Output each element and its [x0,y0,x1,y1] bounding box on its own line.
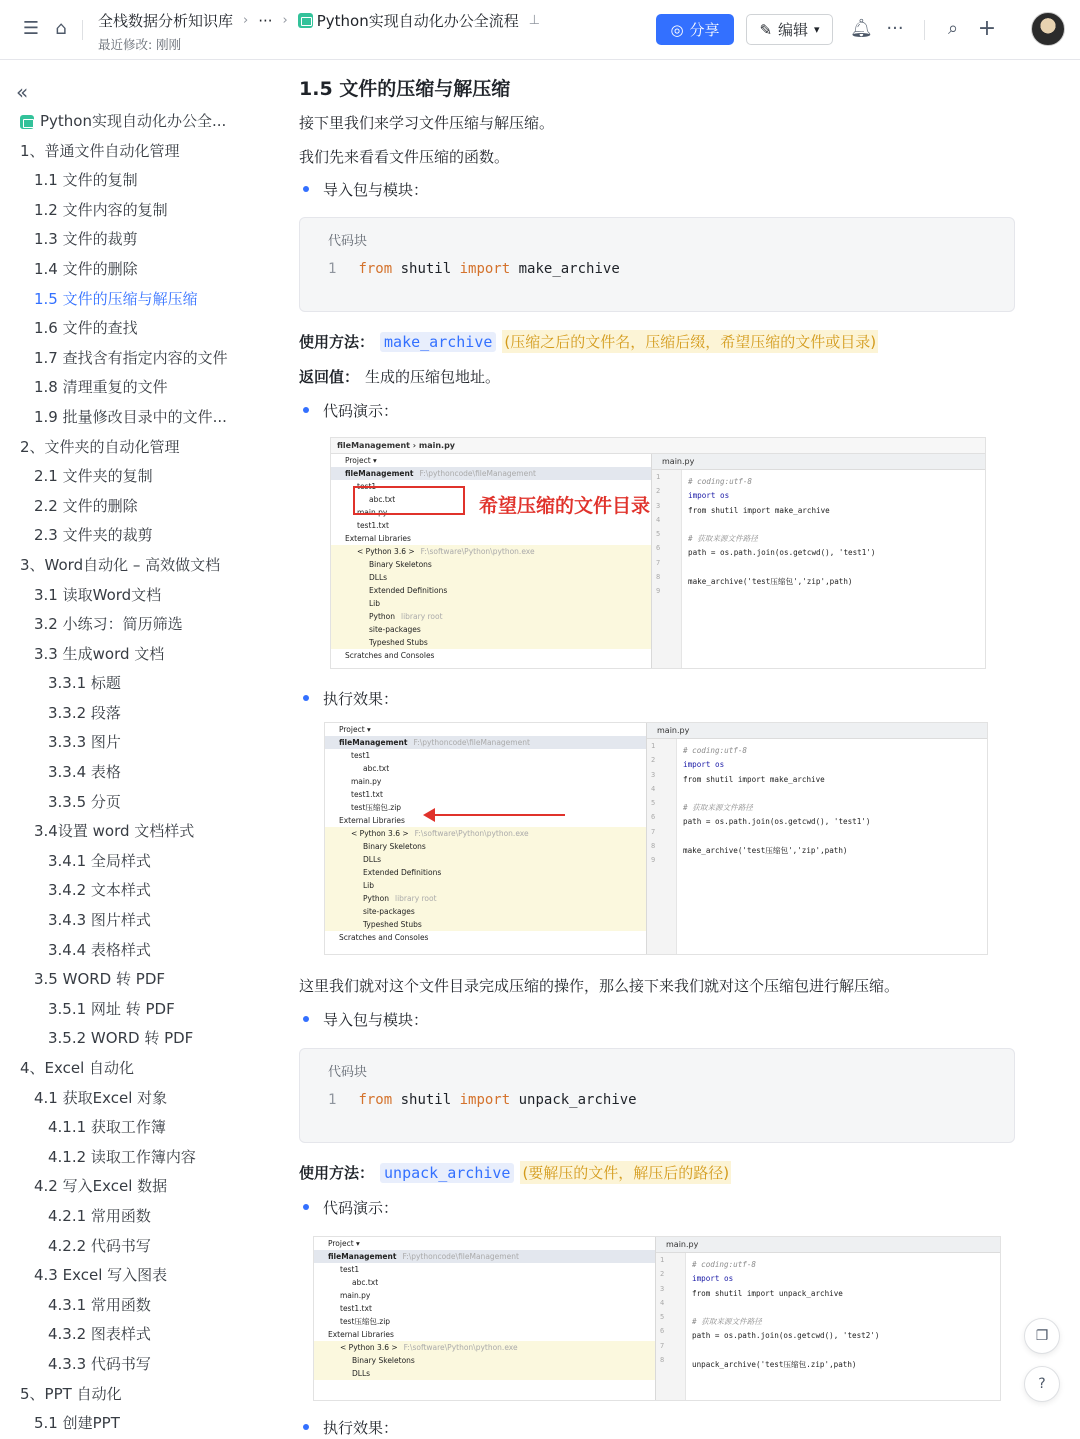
code-line: # coding:utf-8 [683,746,748,755]
editor-pane [656,1237,1000,1400]
tree-row-path: F:\pythoncode\fileManagement [419,469,536,478]
tree-row-label: site-packages [363,907,415,916]
line-number: 4 [651,784,656,793]
tree-row[interactable] [325,827,646,840]
toc-item[interactable]: 4.1.1 获取工作簿 [48,1118,166,1137]
editor-pane [652,454,985,669]
line-number: 1 [656,473,661,481]
doc-icon [20,115,34,129]
tree-row-label: Typeshed Stubs [369,638,428,647]
tree-row[interactable] [314,1341,655,1354]
line-number: 1 [651,742,656,750]
divider [82,20,83,40]
tree-row[interactable] [325,892,646,905]
tree-row-label: fileManagement [328,1252,397,1261]
code-line: # coding:utf-8 [692,1260,757,1269]
toc-item[interactable]: 1.1 文件的复制 [34,171,138,190]
tree-row[interactable] [314,1367,655,1380]
tree-row-path: F:\software\Python\python.exe [403,1343,518,1352]
tree-row-label: site-packages [369,625,421,634]
toc-item[interactable]: 1.7 查找含有指定内容的文件 [34,348,228,367]
line-number: 8 [656,573,661,582]
code-line: make_archive('test压缩包','zip',path) [688,577,853,587]
tree-row-path: library root [401,612,443,621]
toc-item[interactable]: 2.3 文件夹的裁剪 [34,526,153,545]
line-number: 4 [656,515,661,524]
tree-row[interactable] [331,571,651,584]
highlighted-text: (压缩之后的文件名，压缩后缀，希望压缩的文件或目录) [502,330,878,353]
code-block-label: 代码块 [328,1065,368,1080]
section-heading: 1.5 文件的压缩与解压缩 [299,78,511,100]
tree-row-label: main.py [351,777,382,786]
chevron-down-icon: ▾ [814,23,820,36]
toc-item[interactable]: 3.4.2 文本样式 [48,881,151,900]
toc-item[interactable]: 3.5.1 网址 转 PDF [48,999,175,1018]
usage-label: 使用方法： [299,333,375,351]
tree-row-path: F:\pythoncode\fileManagement [402,1252,519,1261]
code-line: # 获取来源文件路径 [683,803,753,813]
code-text: shutil [392,261,460,277]
pencil-icon: ✎ [759,20,773,39]
tree-row-label: test压缩包.zip [340,1317,391,1326]
line-number: 2 [660,1270,665,1279]
plus-icon[interactable]: + [977,16,997,41]
project-tree-pane [325,723,647,954]
bullet-item [299,688,398,709]
tree-row-label: < Python 3.6 > [351,829,409,838]
tree-row-label: test1 [351,751,371,760]
code-line: import os [683,760,725,770]
usage-line [299,1161,731,1184]
chevron-right-icon: › [243,13,249,28]
line-gutter [647,739,677,955]
code-line [692,1301,1000,1315]
usage-label: 使用方法： [299,1164,375,1182]
toc-item[interactable]: 4.2.2 代码书写 [48,1236,151,1255]
tree-row-label: DLLs [369,573,388,582]
tree-row-label: Binary Skeletons [363,842,426,851]
tree-row-path: F:\pythoncode\fileManagement [413,738,530,747]
tree-row[interactable] [331,519,651,532]
toc-item[interactable]: 2.1 文件夹的复制 [34,467,153,486]
code-line [328,261,620,277]
line-number: 6 [656,544,661,553]
tree-row[interactable] [314,1276,655,1289]
code-line: unpack_archive('test压缩包.zip',path) [692,1360,857,1370]
line-number: 5 [656,530,661,539]
tree-row-path: library root [395,894,437,903]
toc-item[interactable]: 3.4.4 表格样式 [48,940,151,959]
toc-item[interactable]: 3.3.3 图片 [48,733,121,752]
code-line: from shutil import make_archive [688,505,830,515]
tree-row[interactable] [331,610,651,623]
home-icon[interactable]: ⌂ [55,18,67,39]
toc-item[interactable]: 3.3 生成word 文档 [34,644,165,663]
line-number: 8 [651,842,656,851]
tree-row-label: abc.txt [363,764,390,773]
line-number: 5 [651,799,656,808]
editor-tab: main.py [656,1237,1000,1253]
tree-row-label: External Libraries [345,534,411,543]
top-bar [0,0,1080,60]
project-tree [325,723,646,944]
bullet-text: 代码演示： [323,402,399,420]
toc-item[interactable]: 3、Word自动化 – 高效做文档 [20,555,221,574]
line-number: 9 [656,587,661,596]
line-number: 4 [660,1298,665,1307]
toc-item[interactable]: 5、PPT 自动化 [20,1384,122,1403]
globe-icon: ◎ [670,20,684,39]
tree-row-label: abc.txt [369,495,396,504]
tree-row[interactable] [331,558,651,571]
bullet-text: 导入包与模块： [323,1011,429,1029]
bullet-text: 执行效果： [323,690,399,708]
bullet-text: 执行效果： [323,1419,399,1437]
annotation-box [353,486,465,515]
share-label: 分享 [689,21,720,39]
bullet-item [299,1417,398,1438]
toc-item[interactable]: 3.4.3 图片样式 [48,911,151,930]
tree-row[interactable] [331,532,651,545]
tree-row-label: Typeshed Stubs [363,920,422,929]
bullet-item [299,400,398,421]
code-line: path = os.path.join(os.getcwd(), 'test1') [683,817,871,827]
usage-line [299,330,878,353]
project-tree-pane [314,1237,656,1400]
tree-row[interactable] [325,918,646,931]
line-number: 3 [660,1284,665,1293]
tree-row[interactable] [331,636,651,649]
tree-row[interactable] [325,931,646,944]
toc-item[interactable]: 1.9 批量修改目录中的文件... [34,407,227,426]
toc-item[interactable]: 4.2.1 常用函数 [48,1206,151,1225]
code-keyword: import [459,261,511,277]
toc-item[interactable]: 1.8 清理重复的文件 [34,378,168,397]
breadcrumb [98,10,540,53]
toc-item[interactable]: 4.1.2 读取工作簿内容 [48,1147,196,1166]
ide-breadcrumb: fileManagement › main.py [331,438,985,454]
tree-row-label: Lib [363,881,375,890]
tree-row-label: abc.txt [352,1278,379,1287]
tree-row-label: External Libraries [328,1330,394,1339]
code-line: path = os.path.join(os.getcwd(), 'test2') [692,1331,880,1341]
bell-icon[interactable]: 🔔︎ [850,18,873,39]
toc-item[interactable]: 3.3.2 段落 [48,703,121,722]
code-block[interactable] [299,217,1015,312]
toc-item[interactable]: 1.4 文件的删除 [34,259,138,278]
tree-row-label: test1 [357,482,377,491]
toc-item[interactable]: 1.5 文件的压缩与解压缩 [34,289,198,308]
code-line [683,787,987,801]
code-block[interactable] [299,1048,1015,1143]
editor-tab: main.py [647,723,987,739]
tree-row-label: < Python 3.6 > [357,547,415,556]
toc-item[interactable]: 3.4.1 全局样式 [48,851,151,870]
tree-row-label: Python [369,612,395,621]
breadcrumb-doc-title[interactable]: Python实现自动化办公全流程 [316,12,519,30]
toc-item[interactable]: 1.3 文件的裁剪 [34,230,138,249]
inline-code: make_archive [380,332,496,352]
toc-item[interactable]: 2.2 文件的删除 [34,496,138,515]
toc-item[interactable]: 1.6 文件的查找 [34,319,138,338]
code-editor [688,475,985,604]
tree-row[interactable] [325,788,646,801]
toc-item[interactable]: 4.3 Excel 写入图表 [34,1266,168,1285]
line-number: 3 [656,501,661,510]
line-number: 2 [656,487,661,496]
tree-row-label: Scratches and Consoles [339,933,429,942]
tree-row[interactable] [325,840,646,853]
code-line [688,561,985,575]
tree-row[interactable] [331,623,651,636]
copy-doc-icon[interactable]: ❐ [1024,1318,1060,1354]
code-line [328,1092,637,1108]
line-gutter [656,1253,686,1401]
code-text: shutil [392,1092,460,1108]
ide-screenshot [313,1236,1001,1401]
tree-row-label: Project ▾ [328,1239,360,1248]
line-number: 1 [328,1092,337,1108]
toc-item[interactable]: 4.3.2 图表样式 [48,1325,151,1344]
avatar[interactable] [1031,12,1065,46]
tree-row[interactable] [314,1250,655,1263]
annotation-arrow [425,814,565,816]
toc-item[interactable]: 1.2 文件内容的复制 [34,200,168,219]
tree-row-label: fileManagement [345,469,414,478]
tree-row[interactable] [325,905,646,918]
toc-doc-title[interactable] [0,107,270,137]
line-gutter [652,470,682,669]
tree-row[interactable] [314,1354,655,1367]
tree-row-label: Extended Definitions [363,868,442,877]
annotation-label: 希望压缩的文件目录 [479,495,651,517]
toc-item[interactable]: 3.3.5 分页 [48,792,121,811]
doc-icon [298,13,313,28]
code-line [688,589,985,603]
tree-row[interactable] [325,723,646,736]
tree-row[interactable] [325,736,646,749]
tree-row-label: Lib [369,599,381,608]
tree-row-label: fileManagement [339,738,408,747]
toc-item[interactable]: 4.2 写入Excel 数据 [34,1177,168,1196]
line-number: 1 [660,1256,665,1264]
code-block-label: 代码块 [328,234,368,249]
bullet-item [299,1197,398,1218]
editor-pane [647,723,987,954]
toc-item[interactable]: 5.1 创建PPT [34,1414,120,1433]
tree-row-label: Binary Skeletons [369,560,432,569]
code-keyword: from [358,1092,393,1108]
toc-item[interactable]: 3.5 WORD 转 PDF [34,970,165,989]
code-text: make_archive [510,261,620,277]
help-icon[interactable]: ? [1024,1366,1060,1402]
tree-row[interactable] [325,749,646,762]
code-line [683,830,987,844]
tree-row[interactable] [325,853,646,866]
tree-row[interactable] [314,1302,655,1315]
toc-item[interactable]: 4.3.1 常用函数 [48,1295,151,1314]
code-line: make_archive('test压缩包','zip',path) [683,846,848,856]
inline-code: unpack_archive [380,1163,514,1183]
code-editor [692,1258,1000,1372]
tree-row-label: < Python 3.6 > [340,1343,398,1352]
outline-toggle-icon[interactable]: ☰ [22,18,40,39]
more-icon[interactable]: ··· [886,18,904,39]
chevron-right-icon: › [282,13,288,28]
tree-row-label: Project ▾ [339,725,371,734]
tree-row-label: main.py [357,508,388,517]
edit-button[interactable] [746,14,833,45]
code-line [692,1344,1000,1358]
project-tree [314,1237,655,1380]
bullet-item [299,179,428,200]
toc-item[interactable]: 4.1 获取Excel 对象 [34,1088,168,1107]
line-number: 6 [651,813,656,822]
paragraph: 这里我们就对这个文件目录完成压缩的操作，那么接下来我们就对这个压缩包进行解压缩。 [299,977,900,995]
line-number: 1 [328,261,337,277]
tree-row[interactable] [314,1315,655,1328]
return-line [299,366,500,387]
code-line: # coding:utf-8 [688,477,753,486]
tree-row-label: Project ▾ [345,456,377,465]
code-keyword: import [459,1092,511,1108]
line-number: 8 [660,1356,665,1365]
divider [924,20,925,40]
tree-row-label: test1 [340,1265,360,1274]
line-number: 5 [660,1313,665,1322]
toc-item[interactable]: 3.3.1 标题 [48,674,121,693]
paragraph: 接下里我们来学习文件压缩与解压缩。 [299,114,555,132]
search-icon[interactable]: ⌕ [947,18,959,39]
toc-item[interactable]: 3.4设置 word 文档样式 [34,822,195,841]
bullet-text: 导入包与模块： [323,181,429,199]
code-line: import os [688,491,730,501]
tree-row-path: F:\software\Python\python.exe [414,829,529,838]
edit-label: 编辑 [778,21,809,39]
tree-row-path: F:\software\Python\python.exe [420,547,535,556]
tree-row-label: DLLs [352,1369,371,1378]
collapse-icon[interactable]: « [16,80,29,104]
tree-row[interactable] [325,866,646,879]
code-line: path = os.path.join(os.getcwd(), 'test1') [688,548,876,558]
toc-item[interactable]: 3.1 读取Word文档 [34,585,162,604]
tree-row[interactable] [331,597,651,610]
last-modified: 最近修改: 刚刚 [98,37,182,52]
code-line: # 获取来源文件路径 [688,534,758,544]
tree-row[interactable] [314,1237,655,1250]
tree-row-label: Python [363,894,389,903]
tree-row[interactable] [331,649,651,662]
code-line: # 获取来源文件路径 [692,1317,762,1327]
line-number: 7 [656,558,661,567]
tree-row-label: DLLs [363,855,382,864]
toc-item[interactable]: 2、文件夹的自动化管理 [20,437,180,456]
highlighted-text: (要解压的文件，解压后的路径) [520,1161,731,1184]
tree-row[interactable] [325,879,646,892]
code-line [688,518,985,532]
tree-row-label: test1.txt [351,790,383,799]
tree-row-label: External Libraries [339,816,405,825]
line-number: 9 [651,856,656,865]
tree-row[interactable] [314,1263,655,1276]
tree-row-label: test1.txt [340,1304,372,1313]
code-editor [683,744,987,873]
tree-row[interactable] [325,801,646,814]
tree-row-label: main.py [340,1291,371,1300]
table-of-contents [0,107,270,1439]
pin-icon[interactable]: ⊥ [528,13,541,28]
toc-item[interactable]: 3.5.2 WORD 转 PDF [48,1029,194,1048]
breadcrumb-ellipsis[interactable]: ··· [258,11,273,30]
paragraph: 我们先来看看文件压缩的函数。 [299,148,510,166]
tree-row[interactable] [331,454,651,467]
toc-item[interactable]: 3.2 小练习：简历筛选 [34,615,183,634]
bullet-item [299,1009,428,1030]
tree-row[interactable] [314,1328,655,1341]
code-line [683,858,987,872]
tree-row-label: Binary Skeletons [352,1356,415,1365]
toc-item[interactable]: 1、普通文件自动化管理 [20,141,180,160]
toc-doc-title-label: Python实现自动化办公全... [40,112,227,130]
code-line: from shutil import make_archive [683,774,825,784]
line-number: 6 [660,1327,665,1336]
line-number: 7 [660,1341,665,1350]
toc-item[interactable]: 4、Excel 自动化 [20,1059,135,1077]
breadcrumb-wiki[interactable]: 全栈数据分析知识库 [98,12,234,30]
tree-row-label: Scratches and Consoles [345,651,435,660]
code-line: import os [692,1274,734,1284]
tree-row-label: test1.txt [357,521,389,530]
code-text: unpack_archive [510,1092,637,1108]
ide-screenshot [330,437,986,669]
sidebar-outline [0,60,270,1439]
line-number: 7 [651,827,656,836]
tree-row[interactable] [331,467,651,480]
tree-row[interactable] [331,545,651,558]
ide-screenshot [324,722,988,955]
tree-row-label: Extended Definitions [369,586,448,595]
tree-row[interactable] [325,762,646,775]
return-label: 返回值： [299,368,360,386]
tree-row[interactable] [314,1289,655,1302]
toc-item[interactable]: 3.3.4 表格 [48,763,121,782]
tree-row[interactable] [331,584,651,597]
code-line: from shutil import unpack_archive [692,1288,843,1298]
bullet-text: 代码演示： [323,1199,399,1217]
editor-tab: main.py [652,454,985,470]
share-button[interactable] [656,14,734,45]
return-text: 生成的压缩包地址。 [365,368,501,386]
line-number: 2 [651,756,656,765]
line-number: 3 [651,770,656,779]
tree-row-label: test压缩包.zip [351,803,402,812]
tree-row[interactable] [325,775,646,788]
code-keyword: from [358,261,393,277]
toc-item[interactable]: 4.3.3 代码书写 [48,1354,151,1373]
